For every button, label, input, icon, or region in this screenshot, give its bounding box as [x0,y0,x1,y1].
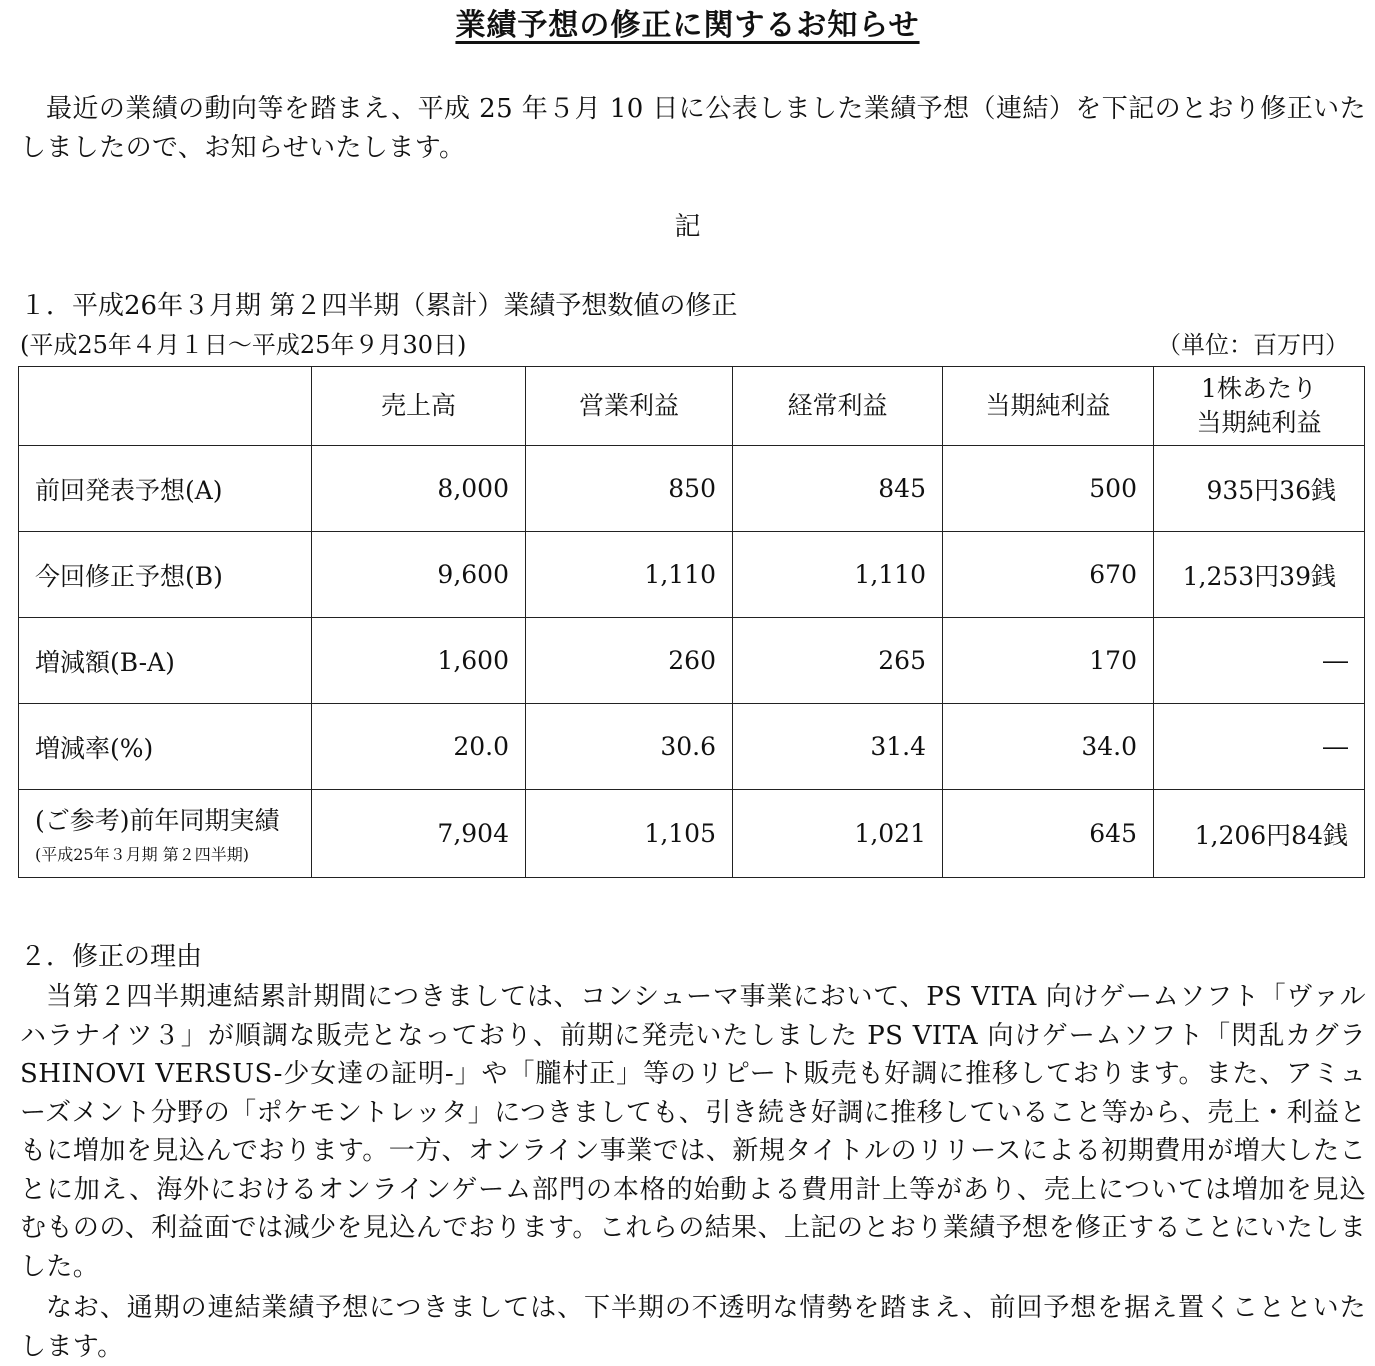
cell-eps: 1,253円39銭 [1154,532,1365,618]
intro-paragraph: 最近の業績の動向等を踏まえ、平成 25 年５月 10 日に公表しました業績予想（連結）を下記のとおり修正いたしましたので、お知らせいたします。 [20,94,1366,163]
row-label [19,790,312,878]
section2-heading: ２．修正の理由 [20,942,203,972]
header-ordinary-income: 経常利益 [733,367,943,446]
row-label: 前回発表予想(A) [19,446,312,532]
table-row [19,446,1365,532]
unit-label: （単位：百万円） [1157,331,1349,359]
cell-eps: ― [1154,704,1365,790]
row-label: 増減率(%) [19,704,312,790]
cell-eps: 935円36銭 [1154,446,1365,532]
cell-net-income: 34.0 [943,704,1154,790]
row-label: 今回修正予想(B) [19,532,312,618]
cell-sales: 20.0 [312,704,526,790]
table-row [19,704,1365,790]
table-header-row [19,367,1365,446]
row-label: 増減額(B-A) [19,618,312,704]
cell-operating-income: 1,105 [526,790,733,878]
section1-heading: １．平成26年３月期 第２四半期（累計）業績予想数値の修正 [20,291,738,321]
header-eps-line2: 当期純利益 [1196,408,1322,437]
header-eps [1154,367,1365,446]
cell-ordinary-income: 1,110 [733,532,943,618]
cell-ordinary-income: 31.4 [733,704,943,790]
period-range: (平成25年４月１日～平成25年９月30日) [20,331,467,359]
header-operating-income: 営業利益 [526,367,733,446]
cell-eps: ― [1154,618,1365,704]
ki-marker: 記 [674,212,701,242]
cell-sales: 9,600 [312,532,526,618]
cell-sales: 7,904 [312,790,526,878]
header-blank [19,367,312,446]
cell-operating-income: 1,110 [526,532,733,618]
table-row [19,618,1365,704]
header-net-income: 当期純利益 [943,367,1154,446]
cell-net-income: 670 [943,532,1154,618]
cell-net-income: 170 [943,618,1154,704]
header-sales: 売上高 [312,367,526,446]
cell-operating-income: 260 [526,618,733,704]
cell-net-income: 645 [943,790,1154,878]
cell-sales: 1,600 [312,618,526,704]
table-row [19,532,1365,618]
reason-paragraph: 当第２四半期連結累計期間につきましては、コンシューマ事業において、PS VITA 向けゲームソフト「ヴァルハラナイツ３」が順調な販売となっており、前期に発売いたしました PS VITA 向けゲームソフト「閃乱カグラ SHINOVI VERSUS-少女達の証明-」や「朧村正」等のリピート販売も好調に推移しております。また、アミューズメント分野の「ポケモントレッタ」につきましても、引き続き好調に推移していること等から、売上・利益ともに増加を見込んでおります。一方、オンライン事業では、新規タイトルのリリースによる初期費用が増大したことに加え、海外におけるオンラインゲーム部門の本格的始動よる費用計上等があり、売上については増加を見込むものの、利益面では減少を見込んでおります。これらの結果、上記のとおり業績予想を修正することにいたしました。 [20,982,1366,1282]
cell-operating-income: 30.6 [526,704,733,790]
cell-ordinary-income: 845 [733,446,943,532]
cell-operating-income: 850 [526,446,733,532]
row-label-main: (ご参考)前年同期実績 [35,805,280,835]
cell-sales: 8,000 [312,446,526,532]
forecast-table [18,366,1365,878]
header-eps-line1: 1株あたり [1201,374,1317,403]
cell-ordinary-income: 265 [733,618,943,704]
cell-net-income: 500 [943,446,1154,532]
cell-ordinary-income: 1,021 [733,790,943,878]
cell-eps: 1,206円84銭 [1154,790,1365,878]
row-label-sub: (平成25年３月期 第２四半期) [35,844,249,864]
note-paragraph: なお、通期の連結業績予想につきましては、下半期の不透明な情勢を踏まえ、前回予想を据え置くことといたします。 [20,1293,1366,1362]
document-title: 業績予想の修正に関するお知らせ [455,8,920,43]
table-row [19,790,1365,878]
